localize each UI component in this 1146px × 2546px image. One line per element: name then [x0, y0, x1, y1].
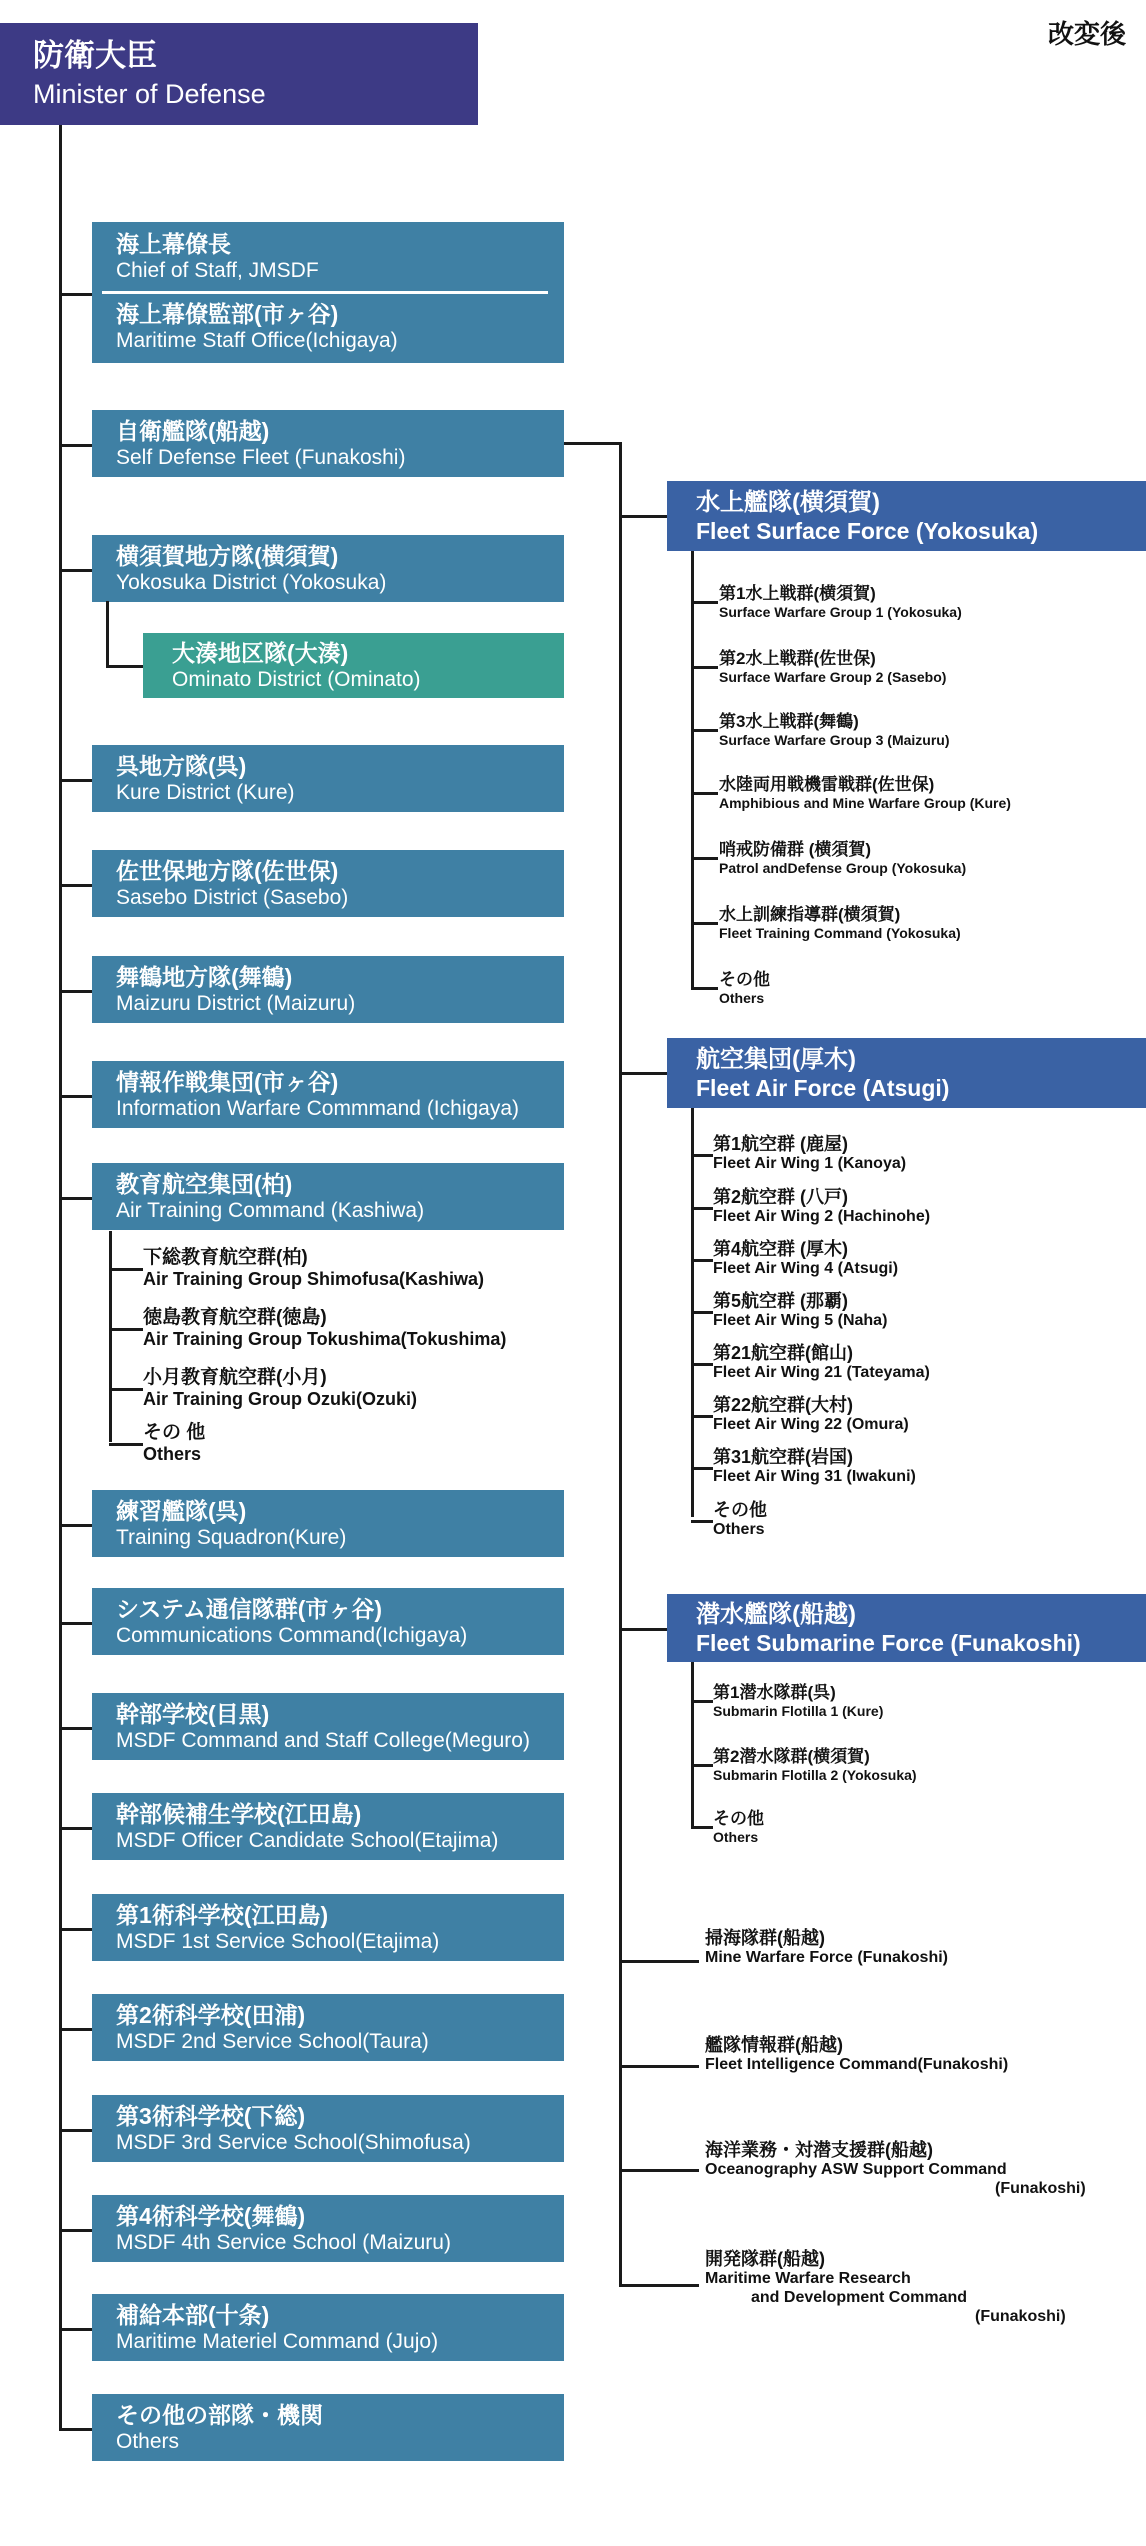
connector-line	[691, 1467, 713, 1470]
connector-line	[59, 1197, 92, 1200]
surface-group-6-en: Others	[719, 990, 765, 1006]
fleet-unit-3[interactable]	[705, 2249, 1066, 2326]
unit-box-9-jp: 幹部学校(目黒)	[116, 1700, 270, 1727]
connector-line	[619, 442, 622, 2285]
unit-box-2-en: Kure District (Kure)	[116, 780, 295, 804]
fleet-unit-2-en2: (Funakoshi)	[995, 2180, 1086, 2197]
unit-box-1[interactable]	[92, 535, 564, 602]
connector-line	[59, 884, 92, 887]
connector-line	[109, 1268, 143, 1271]
connector-line	[619, 2284, 699, 2287]
chief-jp: 海上幕僚長	[116, 231, 231, 257]
fleet-air-wing-4[interactable]	[713, 1343, 930, 1382]
connector-line	[59, 1622, 92, 1625]
unit-box-5-jp: 情報作戦集団(市ヶ谷)	[116, 1068, 339, 1095]
connector-line	[59, 1727, 92, 1730]
submarine-flotilla-0[interactable]	[713, 1682, 883, 1720]
connector-line	[619, 2169, 699, 2172]
fleet-air-force-box-en: Fleet Air Force (Atsugi)	[696, 1074, 950, 1101]
connector-line	[691, 1154, 713, 1157]
staff-office-jp: 海上幕僚監部(市ヶ谷)	[116, 301, 339, 327]
connector-line	[564, 442, 622, 445]
unit-box-11-en: MSDF 1st Service School(Etajima)	[116, 1929, 440, 1953]
divider	[102, 291, 548, 294]
unit-box-5[interactable]	[92, 1061, 564, 1128]
unit-box-3[interactable]	[92, 850, 564, 917]
unit-box-9[interactable]	[92, 1693, 564, 1760]
fleet-air-wing-3-jp: 第5航空群 (那覇)	[713, 1291, 848, 1311]
unit-box-4-jp: 舞鶴地方隊(舞鶴)	[116, 963, 293, 990]
unit-box-13[interactable]	[92, 2095, 564, 2162]
air-training-group-3-jp: その 他	[143, 1422, 206, 1443]
fleet-air-wing-7-jp: その他	[713, 1500, 767, 1520]
fleet-air-wing-3-en: Fleet Air Wing 5 (Naha)	[713, 1312, 888, 1329]
unit-box-14-jp: 第4術科学校(舞鶴)	[116, 2202, 306, 2229]
unit-box-14[interactable]	[92, 2195, 564, 2262]
minister-en: Minister of Defense	[33, 79, 266, 109]
connector-line	[691, 601, 718, 604]
surface-group-1-en: Surface Warfare Group 2 (Sasebo)	[719, 669, 947, 685]
staff-office-en: Maritime Staff Office(Ichigaya)	[116, 329, 398, 352]
connector-line	[691, 857, 718, 860]
air-training-group-0-en: Air Training Group Shimofusa(Kashiwa)	[143, 1269, 485, 1289]
air-training-group-2-en: Air Training Group Ozuki(Ozuki)	[143, 1389, 418, 1409]
connector-line	[691, 1311, 713, 1314]
air-training-group-3-en: Others	[143, 1444, 202, 1464]
surface-group-5-en: Fleet Training Command (Yokosuka)	[719, 925, 961, 941]
fleet-unit-0-jp: 掃海隊群(船越)	[705, 1928, 825, 1948]
connector-line	[691, 1700, 713, 1703]
connector-line	[619, 515, 667, 518]
surface-group-3[interactable]	[719, 774, 1011, 812]
unit-box-8-jp: システム通信隊群(市ヶ谷)	[116, 1595, 383, 1622]
fleet-unit-1-en: Fleet Intelligence Command(Funakoshi)	[705, 2056, 1009, 2073]
unit-box-8[interactable]	[92, 1588, 564, 1655]
surface-group-5[interactable]	[719, 904, 961, 942]
unit-box-6-jp: 教育航空集団(柏)	[116, 1170, 293, 1197]
unit-box-0-jp: 自衛艦隊(船越)	[116, 417, 270, 444]
fleet-unit-3-jp: 開発隊群(船越)	[705, 2249, 825, 2269]
fleet-air-force-box-jp: 航空集団(厚木)	[696, 1045, 856, 1073]
connector-line	[59, 1095, 92, 1098]
unit-box-6[interactable]	[92, 1163, 564, 1230]
surface-group-1[interactable]	[719, 648, 946, 686]
fleet-air-wing-0-en: Fleet Air Wing 1 (Kanoya)	[713, 1155, 907, 1172]
surface-group-4-jp: 哨戒防備群 (横須賀)	[719, 840, 872, 859]
connector-line	[691, 666, 718, 669]
connector-line	[691, 1826, 713, 1829]
chief-en: Chief of Staff, JMSDF	[116, 259, 319, 282]
ominato-district-box-en: Ominato District (Ominato)	[172, 667, 421, 691]
unit-box-15-jp: 補給本部(十条)	[116, 2301, 270, 2328]
unit-box-7[interactable]	[92, 1490, 564, 1557]
surface-group-0-jp: 第1水上戦群(横須賀)	[719, 584, 876, 603]
connector-line	[691, 729, 718, 732]
connector-line	[109, 1231, 112, 1442]
revision-label: 改変後	[1047, 20, 1126, 50]
unit-box-0-en: Self Defense Fleet (Funakoshi)	[116, 445, 406, 469]
connector-line	[59, 990, 92, 993]
submarine-flotilla-1-en: Submarin Flotilla 2 (Yokosuka)	[713, 1767, 917, 1783]
air-training-group-0[interactable]	[143, 1246, 484, 1290]
connector-line	[691, 987, 718, 990]
submarine-flotilla-0-en: Submarin Flotilla 1 (Kure)	[713, 1703, 884, 1719]
connector-line	[59, 2328, 92, 2331]
fleet-air-wing-2-en: Fleet Air Wing 4 (Atsugi)	[713, 1260, 899, 1277]
surface-group-4-en: Patrol andDefense Group (Yokosuka)	[719, 860, 967, 876]
submarine-flotilla-2-jp: その他	[713, 1809, 764, 1828]
connector-line	[59, 293, 92, 296]
connector-line	[109, 1443, 143, 1446]
unit-box-6-en: Air Training Command (Kashiwa)	[116, 1198, 425, 1222]
connector-line	[59, 1524, 92, 1527]
surface-group-2[interactable]	[719, 711, 950, 749]
connector-line	[59, 444, 92, 447]
fleet-air-wing-4-en: Fleet Air Wing 21 (Tateyama)	[713, 1364, 930, 1381]
unit-box-1-en: Yokosuka District (Yokosuka)	[116, 570, 387, 594]
fleet-air-wing-7-en: Others	[713, 1521, 765, 1538]
fleet-air-wing-0[interactable]	[713, 1134, 906, 1173]
connector-line	[619, 2065, 699, 2068]
connector-line	[59, 125, 62, 2429]
fleet-air-wing-6-jp: 第31航空群(岩国)	[713, 1447, 854, 1467]
surface-group-6-jp: その他	[719, 970, 770, 989]
unit-box-15-en: Maritime Materiel Command (Jujo)	[116, 2329, 439, 2353]
unit-box-11[interactable]	[92, 1894, 564, 1961]
connector-line	[59, 2428, 92, 2431]
surface-group-2-en: Surface Warfare Group 3 (Maizuru)	[719, 732, 950, 748]
air-training-group-0-jp: 下総教育航空群(柏)	[143, 1247, 308, 1268]
connector-line	[106, 601, 109, 667]
connector-line	[109, 1388, 143, 1391]
fleet-unit-0-en: Mine Warfare Force (Funakoshi)	[705, 1949, 948, 1966]
surface-group-0[interactable]	[719, 583, 962, 621]
fleet-air-wing-5[interactable]	[713, 1395, 909, 1434]
fleet-air-wing-6[interactable]	[713, 1447, 916, 1486]
fleet-air-wing-3[interactable]	[713, 1291, 887, 1330]
connector-line	[619, 1960, 699, 1963]
fleet-air-wing-6-en: Fleet Air Wing 31 (Iwakuni)	[713, 1468, 916, 1485]
unit-box-16-en: Others	[116, 2429, 180, 2453]
connector-line	[59, 2129, 92, 2132]
unit-box-8-en: Communications Command(Ichigaya)	[116, 1623, 468, 1647]
connector-line	[691, 1662, 694, 1827]
connector-line	[59, 1928, 92, 1931]
connector-line	[59, 569, 92, 572]
unit-box-16[interactable]	[92, 2394, 564, 2461]
fleet-unit-3-en: Maritime Warfare Research	[705, 2270, 911, 2287]
fleet-air-wing-1-en: Fleet Air Wing 2 (Hachinohe)	[713, 1208, 931, 1225]
connector-line	[691, 1415, 713, 1418]
connector-line	[59, 1827, 92, 1830]
connector-line	[59, 779, 92, 782]
air-training-group-1-jp: 徳島教育航空群(徳島)	[143, 1307, 327, 1328]
fleet-air-wing-0-jp: 第1航空群 (鹿屋)	[713, 1134, 848, 1154]
unit-box-5-en: Information Warfare Commmand (Ichigaya)	[116, 1096, 520, 1120]
fleet-surface-force-box-jp: 水上艦隊(横須賀)	[696, 488, 880, 516]
unit-box-3-jp: 佐世保地方隊(佐世保)	[116, 857, 339, 884]
connector-line	[691, 1764, 713, 1767]
unit-box-11-jp: 第1術科学校(江田島)	[116, 1901, 329, 1928]
chief-of-staff-box[interactable]	[92, 222, 564, 363]
air-training-group-1-en: Air Training Group Tokushima(Tokushima)	[143, 1329, 507, 1349]
connector-line	[691, 1259, 713, 1262]
fleet-air-wing-4-jp: 第21航空群(館山)	[713, 1343, 854, 1363]
connector-line	[106, 665, 143, 668]
connector-line	[691, 922, 718, 925]
fleet-unit-0[interactable]	[705, 1928, 948, 1967]
fleet-submarine-force-box-en: Fleet Submarine Force (Funakoshi)	[696, 1629, 1081, 1656]
unit-box-10-en: MSDF Officer Candidate School(Etajima)	[116, 1828, 499, 1852]
fleet-air-force-box[interactable]	[667, 1038, 1146, 1108]
surface-group-5-jp: 水上訓練指導群(横須賀)	[719, 905, 901, 924]
unit-box-16-jp: その他の部隊・機関	[116, 2401, 323, 2428]
fleet-air-wing-1-jp: 第2航空群 (八戸)	[713, 1187, 848, 1207]
air-training-group-1[interactable]	[143, 1306, 506, 1350]
fleet-air-wing-5-en: Fleet Air Wing 22 (Omura)	[713, 1416, 909, 1433]
unit-box-7-jp: 練習艦隊(呉)	[116, 1497, 247, 1524]
fleet-submarine-force-box[interactable]	[667, 1594, 1146, 1662]
fleet-air-wing-7[interactable]	[713, 1500, 767, 1539]
fleet-air-wing-1[interactable]	[713, 1187, 930, 1226]
unit-box-0[interactable]	[92, 410, 564, 477]
unit-box-1-jp: 横須賀地方隊(横須賀)	[116, 542, 339, 569]
fleet-unit-1-jp: 艦隊情報群(船越)	[705, 2035, 843, 2055]
fleet-surface-force-box[interactable]	[667, 481, 1146, 551]
connector-line	[691, 1207, 713, 1210]
air-training-group-3[interactable]	[143, 1421, 205, 1465]
unit-box-2-jp: 呉地方隊(呉)	[116, 752, 247, 779]
unit-box-10-jp: 幹部候補生学校(江田島)	[116, 1800, 362, 1827]
fleet-unit-2-en: Oceanography ASW Support Command	[705, 2161, 1007, 2178]
unit-box-12-en: MSDF 2nd Service School(Taura)	[116, 2029, 429, 2053]
fleet-air-wing-5-jp: 第22航空群(大村)	[713, 1395, 854, 1415]
connector-line	[691, 1363, 713, 1366]
surface-group-2-jp: 第3水上戦群(舞鶴)	[719, 712, 859, 731]
unit-box-7-en: Training Squadron(Kure)	[116, 1525, 347, 1549]
connector-line	[59, 2028, 92, 2031]
unit-box-4[interactable]	[92, 956, 564, 1023]
fleet-unit-3-en3: (Funakoshi)	[975, 2308, 1066, 2325]
air-training-group-2[interactable]	[143, 1366, 417, 1410]
unit-box-15[interactable]	[92, 2294, 564, 2361]
surface-group-3-en: Amphibious and Mine Warfare Group (Kure)	[719, 795, 1011, 811]
unit-box-13-en: MSDF 3rd Service School(Shimofusa)	[116, 2130, 471, 2154]
unit-box-2[interactable]	[92, 745, 564, 812]
submarine-flotilla-2[interactable]	[713, 1808, 764, 1846]
unit-box-4-en: Maizuru District (Maizuru)	[116, 991, 356, 1015]
submarine-flotilla-1[interactable]	[713, 1746, 917, 1784]
ominato-district-box-jp: 大湊地区隊(大湊)	[172, 639, 349, 666]
submarine-flotilla-0-jp: 第1潜水隊群(呉)	[713, 1683, 836, 1702]
fleet-unit-1[interactable]	[705, 2035, 1008, 2074]
unit-box-9-en: MSDF Command and Staff College(Meguro)	[116, 1728, 530, 1752]
surface-group-0-en: Surface Warfare Group 1 (Yokosuka)	[719, 604, 962, 620]
unit-box-14-en: MSDF 4th Service School (Maizuru)	[116, 2230, 451, 2254]
surface-group-1-jp: 第2水上戦群(佐世保)	[719, 649, 876, 668]
fleet-surface-force-box-en: Fleet Surface Force (Yokosuka)	[696, 517, 1039, 544]
unit-box-12[interactable]	[92, 1994, 564, 2061]
connector-line	[691, 792, 718, 795]
fleet-unit-3-en2: and Development Command	[751, 2289, 968, 2306]
connector-line	[619, 1628, 667, 1631]
minister-jp: 防衛大臣	[33, 38, 157, 73]
unit-box-3-en: Sasebo District (Sasebo)	[116, 885, 349, 909]
surface-group-4[interactable]	[719, 839, 966, 877]
fleet-air-wing-2[interactable]	[713, 1239, 898, 1278]
connector-line	[619, 1072, 667, 1075]
submarine-flotilla-2-en: Others	[713, 1829, 759, 1845]
surface-group-3-jp: 水陸両用戦機雷戦群(佐世保)	[719, 775, 935, 794]
fleet-air-wing-2-jp: 第4航空群 (厚木)	[713, 1239, 848, 1259]
fleet-unit-2-jp: 海洋業務・対潜支援群(船越)	[705, 2140, 933, 2160]
minister-box[interactable]	[0, 23, 478, 125]
ominato-district-box[interactable]	[143, 633, 564, 698]
unit-box-10[interactable]	[92, 1793, 564, 1860]
connector-line	[59, 2229, 92, 2232]
submarine-flotilla-1-jp: 第2潜水隊群(横須賀)	[713, 1747, 870, 1766]
unit-box-12-jp: 第2術科学校(田浦)	[116, 2001, 306, 2028]
surface-group-6[interactable]	[719, 969, 770, 1007]
connector-line	[109, 1328, 143, 1331]
fleet-submarine-force-box-jp: 潜水艦隊(船越)	[696, 1600, 856, 1628]
connector-line	[691, 1520, 713, 1523]
fleet-unit-2[interactable]	[705, 2140, 1086, 2198]
air-training-group-2-jp: 小月教育航空群(小月)	[143, 1367, 327, 1388]
unit-box-13-jp: 第3術科学校(下総)	[116, 2102, 306, 2129]
